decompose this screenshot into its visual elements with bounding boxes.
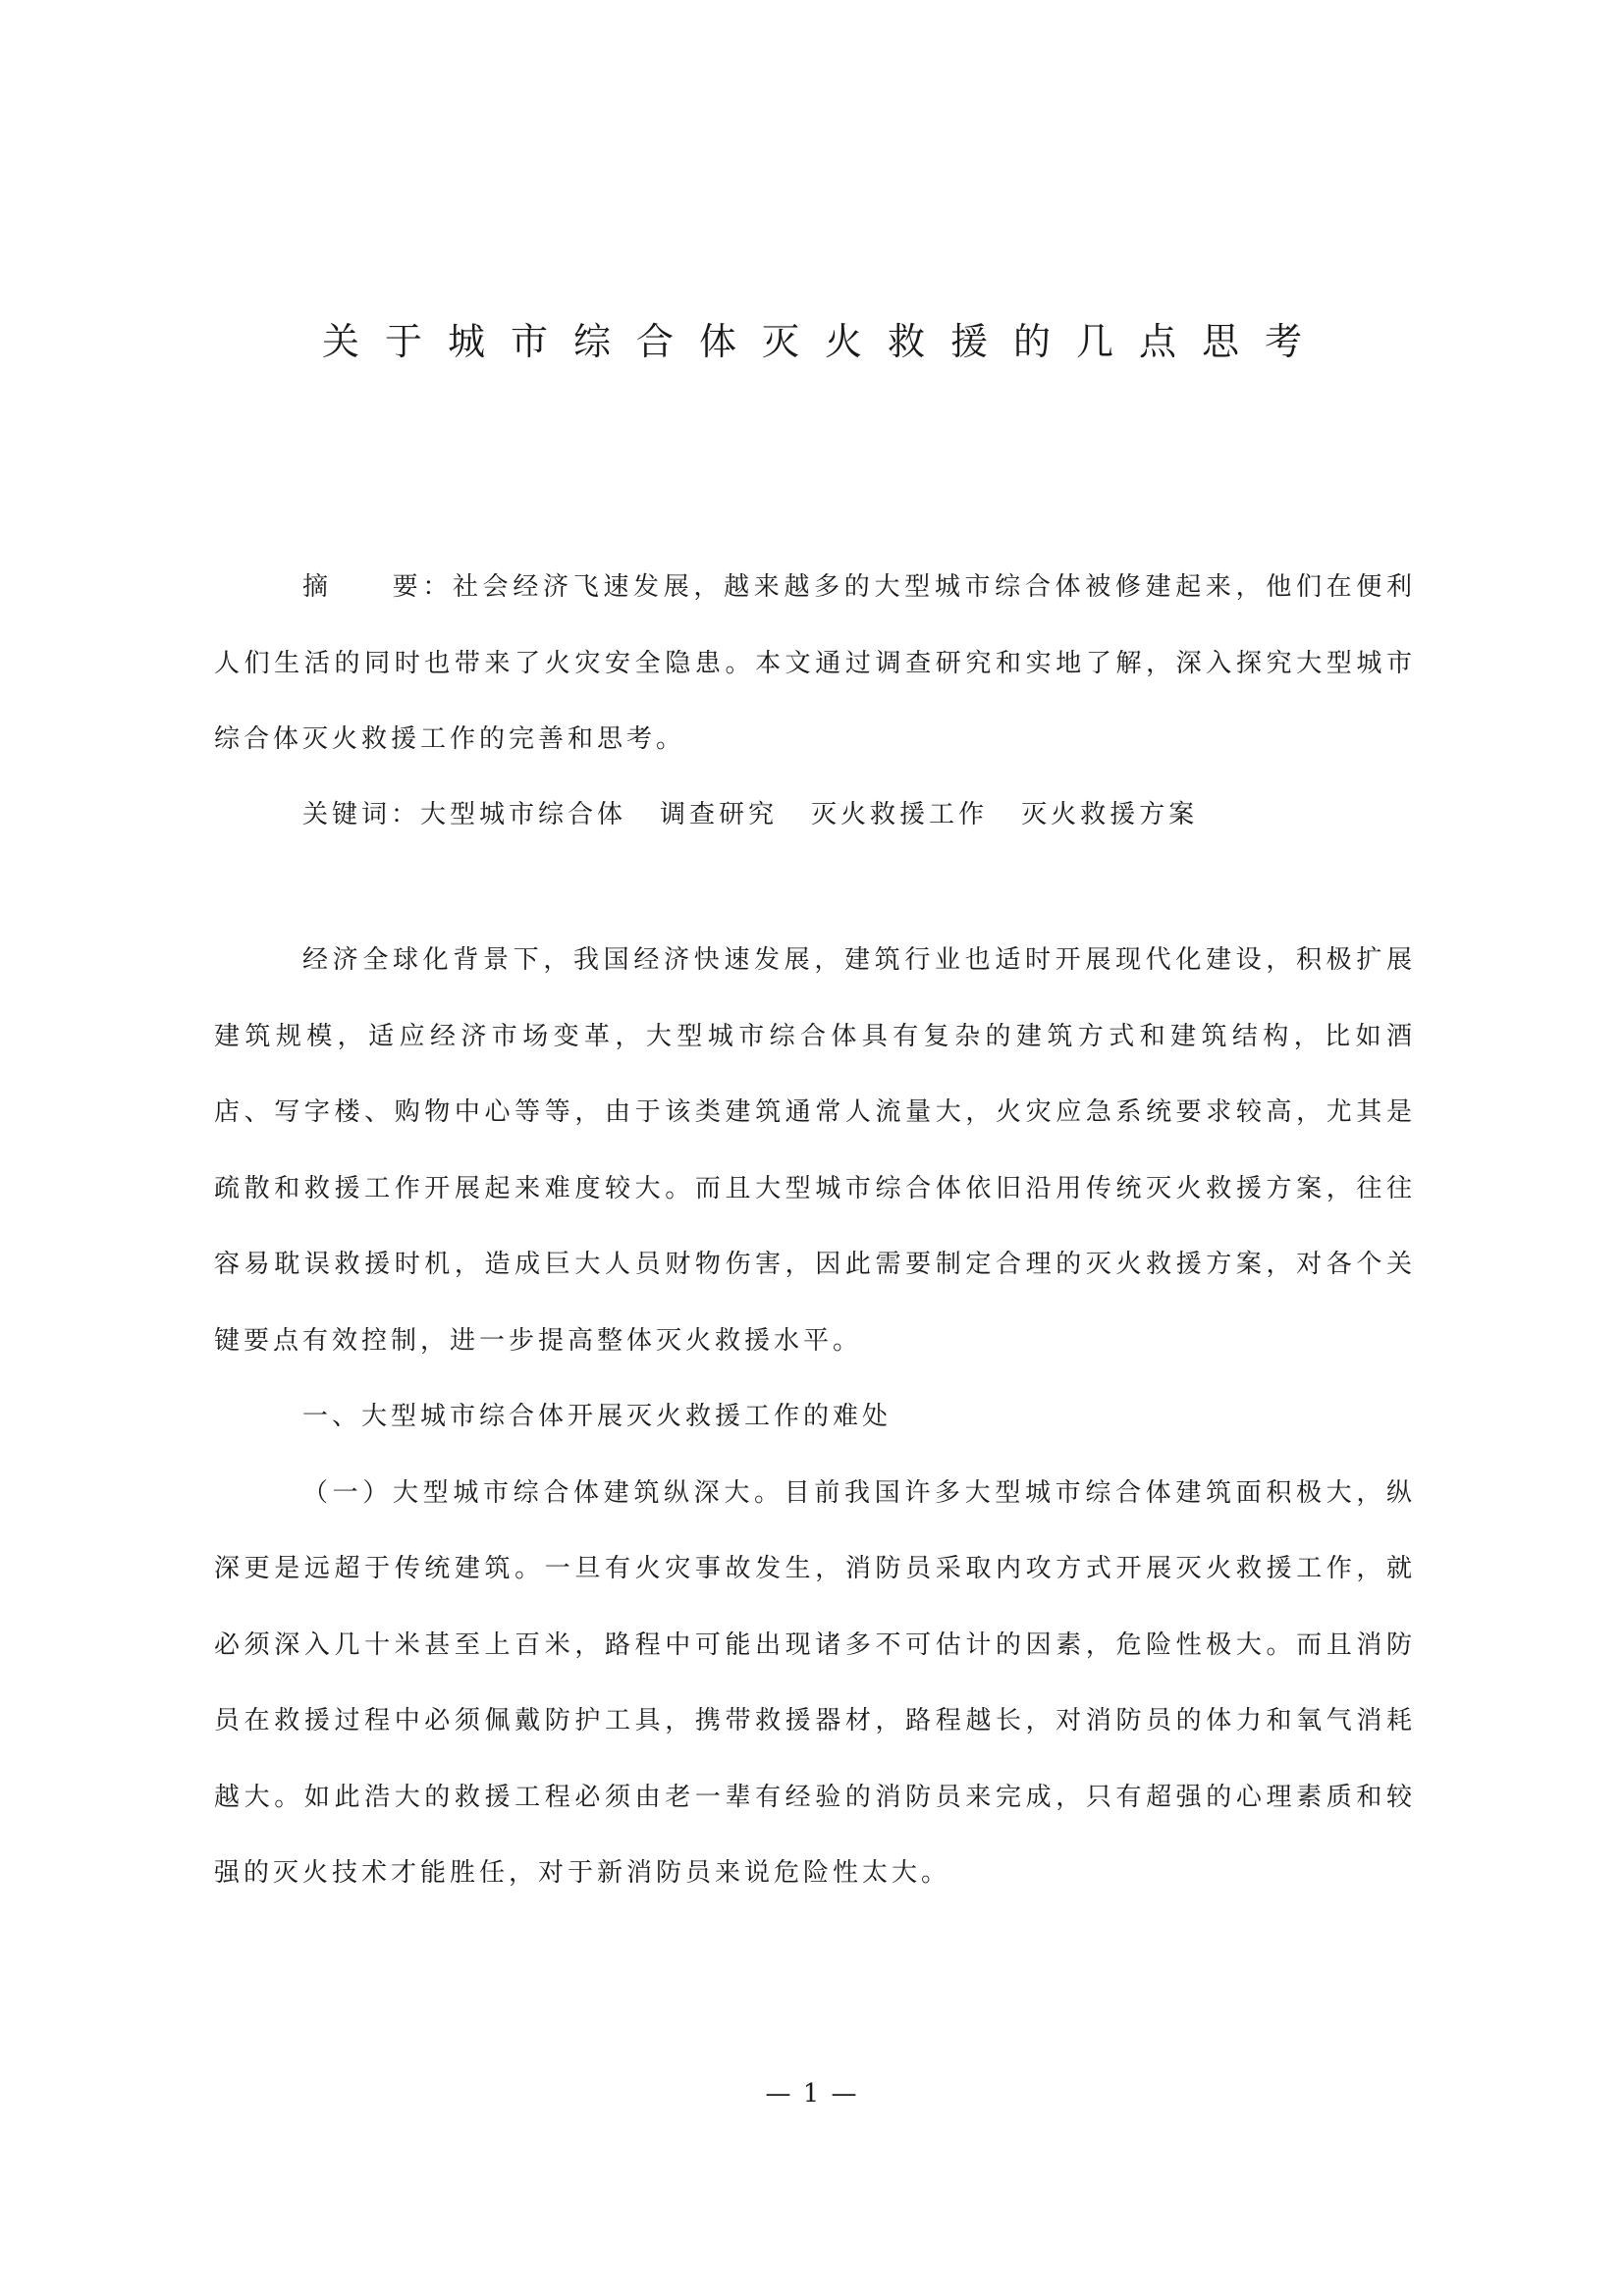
keyword-item: 灭火救援方案: [1021, 800, 1199, 829]
keywords-section: [214, 777, 1416, 854]
body-paragraph-subsection: （一）大型城市综合体建筑纵深大。目前我国许多大型城市综合体建筑面积极大，纵深更是远超于传统建筑。一旦有火灾事故发生，消防员采取内攻方式开展灭火救援工作，就必须深入几十米甚至上百米，路程中可能出现诸多不可估计的因素，危险性极大。而且消防员在救援过程中必须佩戴防护工具，携带救援器材，路程越长，对消防员的体力和氧气消耗越大。如此浩大的救援工程必须由老一辈有经验的消防员来完成，只有超强的心理素质和较强的灭火技术才能胜任，对于新消防员来说危险性太大。: [214, 1477, 1416, 1888]
keyword-item: 大型城市综合体: [420, 800, 627, 829]
keywords-label: 关键词：: [302, 800, 421, 829]
keyword-item: 调查研究: [660, 800, 779, 829]
section-heading: 一、大型城市综合体开展灭火救援工作的难处: [302, 1402, 893, 1431]
abstract-text: 社会经济飞速发展，越来越多的大型城市综合体被修建起来，他们在便利人们生活的同时也带来了火灾安全隐患。本文通过调查研究和实地了解，深入探究大型城市综合体灭火救援工作的完善和思考。: [214, 572, 1416, 754]
body-paragraph-intro: 经济全球化背景下，我国经济快速发展，建筑行业也适时开展现代化建设，积极扩展建筑规模，适应经济市场变革，大型城市综合体具有复杂的建筑方式和建筑结构，比如酒店、写字楼、购物中心等等，由于该类建筑通常人流量大，火灾应急系统要求较高，尤其是疏散和救援工作开展起来难度较大。而且大型城市综合体依旧沿用传统灭火救援方案，往往容易耽误救援时机，造成巨大人员财物伤害，因此需要制定合理的灭火救援方案，对各个关键要点有效控制，进一步提高整体灭火救援水平。: [214, 945, 1416, 1356]
document-title: 关于城市综合体灭火救援的几点思考: [321, 320, 1327, 363]
abstract-label: 摘 要：: [302, 572, 453, 602]
keyword-item: 灭火救援工作: [811, 800, 989, 829]
page-number: — 1 —: [765, 2079, 859, 2109]
body-text: [214, 923, 1416, 1912]
abstract-section: [214, 550, 1416, 778]
